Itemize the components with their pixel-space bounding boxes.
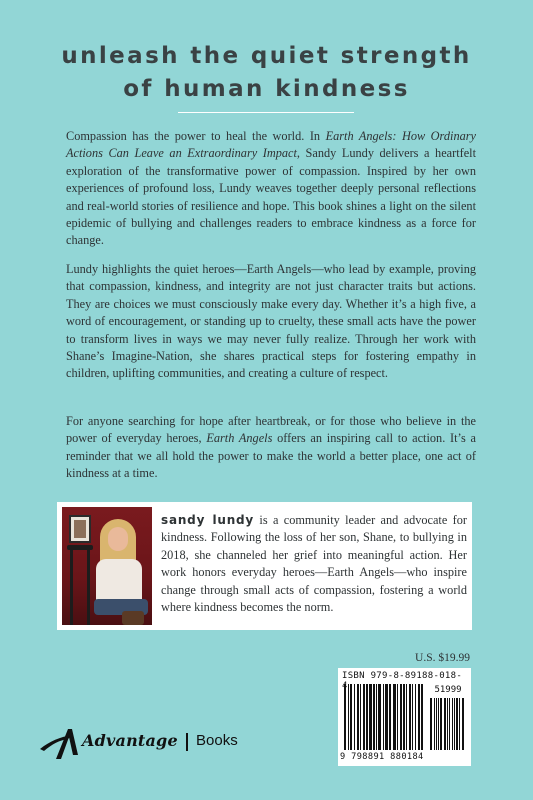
description-paragraph-3: [66, 413, 476, 483]
logo-separator: [186, 733, 188, 751]
ean-number: 9 798891 880184: [340, 752, 424, 762]
barcode-box: [338, 668, 471, 766]
price-label: U.S. $19.99: [415, 652, 470, 664]
isbn-text: ISBN 979-8-89188-018-4: [342, 671, 463, 691]
p3-text-start: For anyone searching for hope after heartbreak, or for those who believe in the power of everyday heroes,: [66, 414, 476, 446]
publisher-name: Advantage: [82, 731, 178, 750]
publisher-logo: [38, 725, 278, 765]
author-bio-text: [161, 512, 467, 616]
advantage-swoosh-icon: [38, 725, 88, 765]
p1-text-end: , Sandy Lundy delivers a heartfelt exploration of the transformative power of compassion. Inspired by her own experiences of profound loss, Lundy weaves together deeply personal reflections and real-world stories of resilience and hope. This book shines a light on the silent epidemic of bullying and challenges readers to embrace kindness as a force for change.: [66, 146, 477, 248]
barcode-addon-number: 51999: [434, 685, 462, 695]
author-sweater: [96, 559, 142, 603]
headline-divider: [178, 112, 354, 113]
headline: [0, 40, 533, 106]
portrait-frame: [69, 515, 91, 543]
author-bio-box: [57, 502, 472, 630]
p3-text-end: offers an inspiring call to action. It’s a reminder that we all hold the power to make the world a better place, one act of kindness at a time.: [66, 431, 476, 481]
description-paragraph-2: Lundy highlights the quiet heroes—Earth Angels—who lead by example, proving that compassion, kindness, and integrity are not just character traits but actions. They are choices we must consciously make every day. Whether it’s a high five, a word of encouragement, or standing up to cruelty, these small acts have the power to transform lives in ways we may never fully realize. Through her work with Shane’s Imagine-Nation, she shares practical steps for fostering empathy in children, uplifting communities, and creating a culture of respect.: [66, 262, 476, 381]
headline-line-1: unleash the quiet strength: [61, 43, 472, 69]
p1-book-title: Earth Angels: How Ordinary Actions Can Leave an Extraordinary Impact: [66, 129, 476, 161]
author-boots: [122, 611, 144, 625]
author-photo: [62, 507, 152, 625]
stool: [70, 547, 90, 625]
p3-book-title: Earth Angels: [206, 431, 273, 446]
headline-line-2: of human kindness: [123, 76, 410, 102]
author-bio-body: is a community leader and advocate for kindness. Following the loss of her son, Shane, to bullying in 2018, she channeled her grief into meaningful action. Her work honors everyday heroes—Earth Angels—who inspire change through small acts of compassion, fostering a world where kindness becomes the norm.: [161, 513, 467, 615]
author-face: [108, 527, 128, 551]
author-name: sandy lundy: [161, 513, 255, 527]
publisher-imprint: Books: [196, 732, 238, 749]
description-paragraph-1: [66, 128, 476, 250]
p1-text-start: Compassion has the power to heal the world. In: [66, 129, 326, 143]
